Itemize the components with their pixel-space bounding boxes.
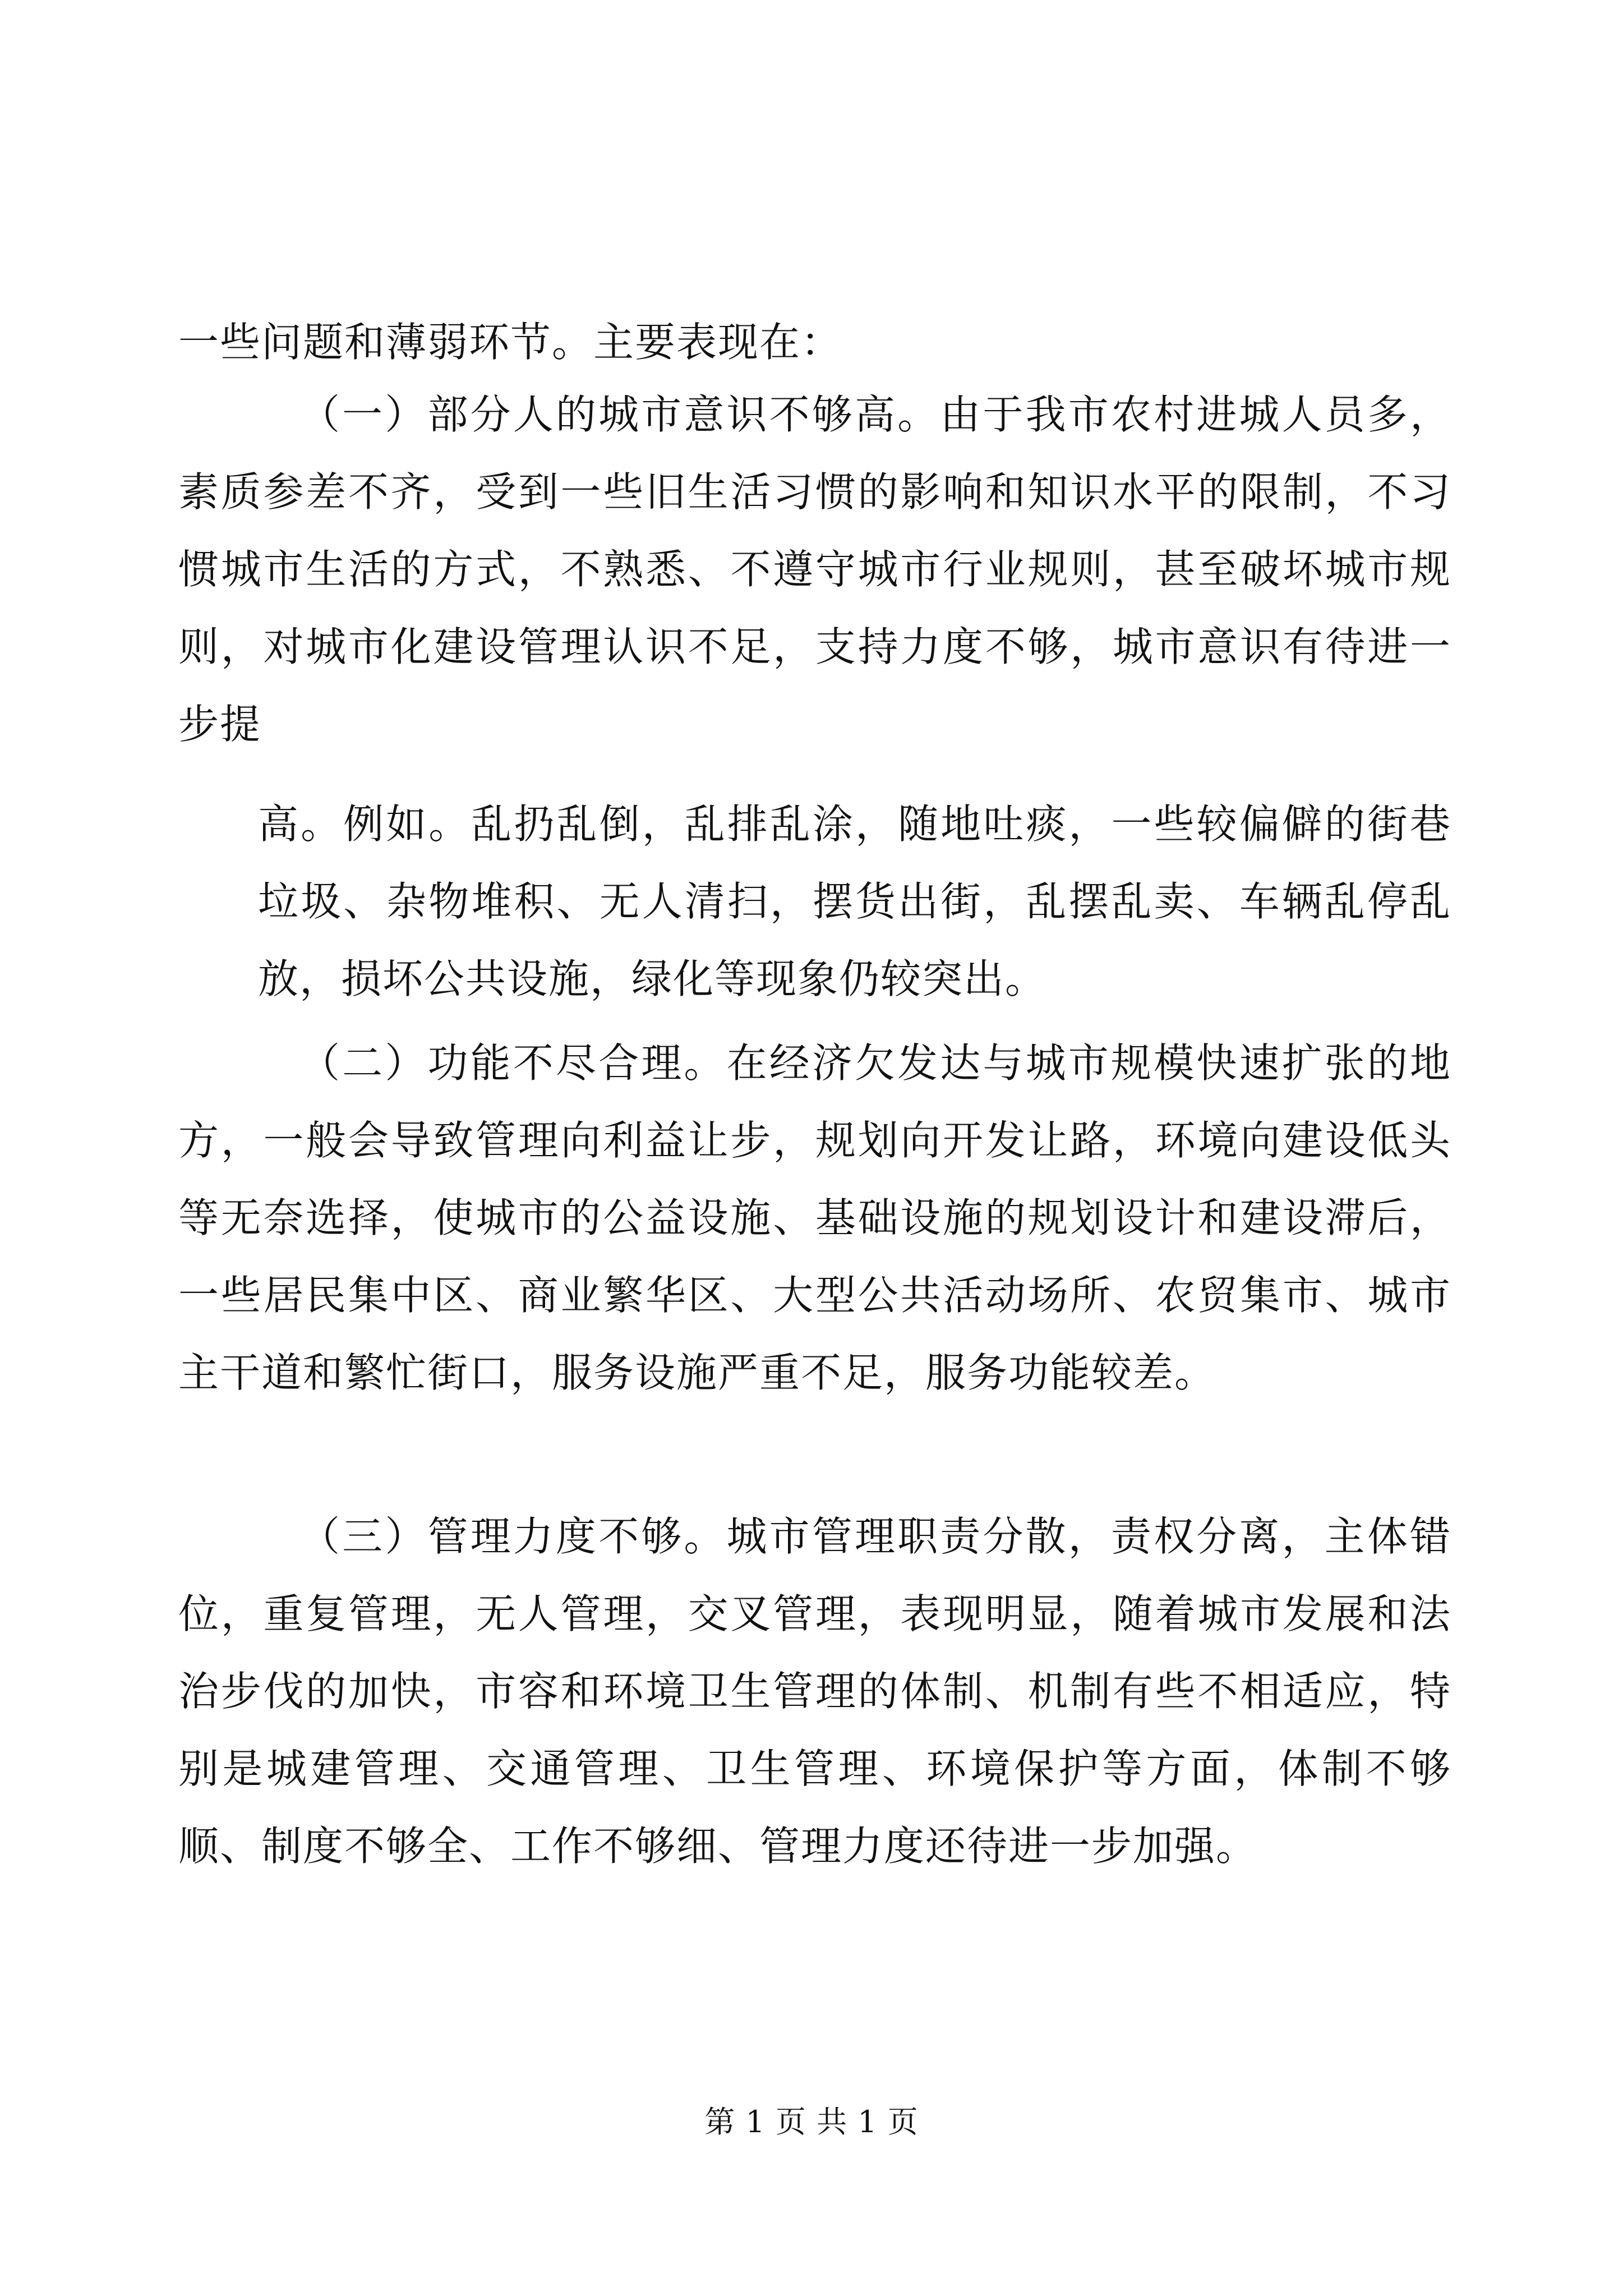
paragraph-3: （三）管理力度不够。城市管理职责分散，责权分离，主体错位，重复管理，无人管理，交叉管理，表现明显，随着城市发展和法治步伐的加快，市容和环境卫生管理的体制、机制有些不相适应，特别是城建管理、交通管理、卫生管理、环境保护等方面，体制不够顺、制度不够全、工作不够细、管理力度还待进一步加强。 bbox=[178, 1513, 1451, 1870]
intro-line: 一些问题和薄弱环节。主要表现在： bbox=[178, 319, 843, 366]
page-number-footer: 第 1 页 共 1 页 bbox=[704, 2104, 919, 2139]
paragraph-1-part-1: （一）部分人的城市意识不够高。由于我市农村进城人员多，素质参差不齐，受到一些旧生活习惯的影响和知识水平的限制，不习惯城市生活的方式，不熟悉、不遵守城市行业规则，甚至破坏城市规则，对城市化建设管理认识不足，支持力度不够，城市意识有待进一步提 bbox=[178, 391, 1451, 748]
paragraph-1-part-2: 高。例如。乱扔乱倒，乱排乱涂，随地吐痰，一些较偏僻的街巷垃圾、杂物堆积、无人清扫，摆货出街，乱摆乱卖、车辆乱停乱放，损坏公共设施，绿化等现象仍较突出。 bbox=[258, 800, 1451, 1002]
paragraph-2: （二）功能不尽合理。在经济欠发达与城市规模快速扩张的地方，一般会导致管理向利益让步，规划向开发让路，环境向建设低头等无奈选择，使城市的公益设施、基础设施的规划设计和建设滞后，一些居民集中区、商业繁华区、大型公共活动场所、农贸集市、城市主干道和繁忙街口，服务设施严重不足，服务功能较差。 bbox=[178, 1039, 1451, 1396]
